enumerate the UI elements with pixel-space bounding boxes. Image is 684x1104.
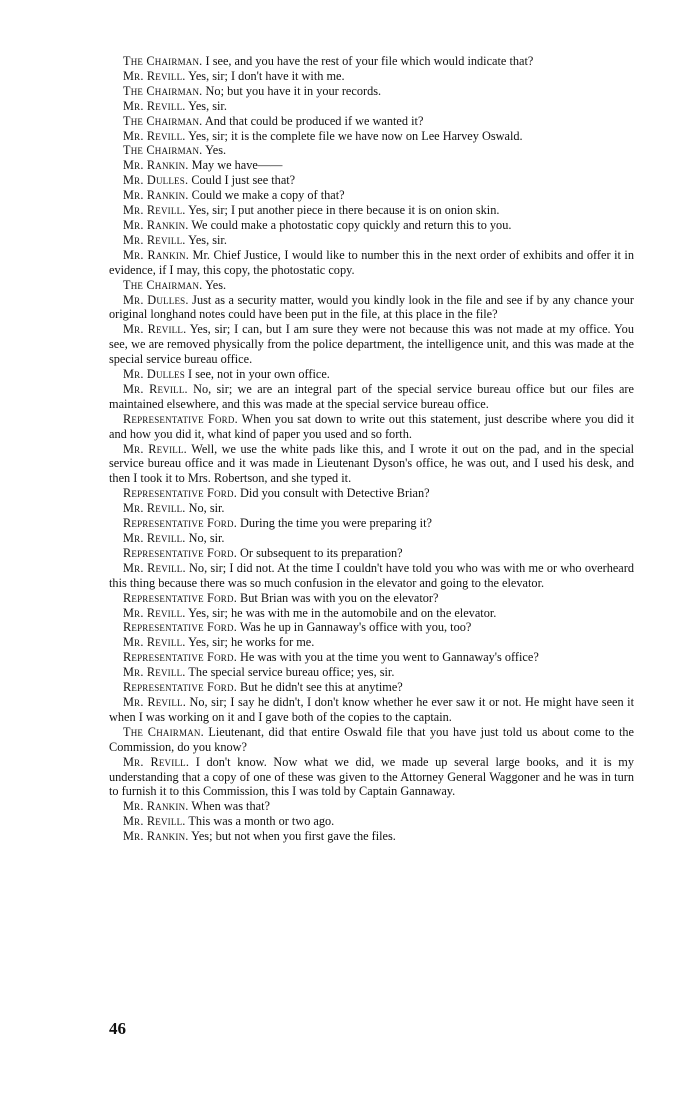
statement-text: I don't know. Now what we did, we made up several large books, and it is my understanding that a copy of one of these was given to the Attorney General Waggoner and he was in turn to furnish it to this Commission, this I was told by Captain Gannaway. xyxy=(109,754,634,799)
speaker-name: Representative Ford. xyxy=(123,590,237,605)
statement-text: Well, we use the white pads like this, and I wrote it out on the pad, and in the special service bureau office and it was made in Lieutenant Dyson's office, he was out, and I used his desk, and then I took it to Mrs. Robertson, and she typed it. xyxy=(109,441,634,486)
statement-text: He was with you at the time you went to Gannaway's office? xyxy=(236,650,539,665)
statement-text: No, sir. xyxy=(185,501,225,516)
speaker-name: Mr. Revill. xyxy=(123,531,186,545)
statement-text: May we have—— xyxy=(188,158,283,173)
statement-text: Yes, sir. xyxy=(185,232,227,247)
testimony-paragraph xyxy=(109,531,634,546)
speaker-name: The Chairman. xyxy=(123,54,203,68)
statement-text: But Brian was with you on the elevator? xyxy=(236,590,439,605)
testimony-paragraph xyxy=(109,203,634,218)
testimony-paragraph xyxy=(109,442,634,487)
speaker-name: The Chairman. xyxy=(123,277,203,292)
statement-text: Yes. xyxy=(202,143,227,158)
testimony-paragraph xyxy=(109,188,634,203)
speaker-name: Mr. Rankin. xyxy=(123,217,189,232)
testimony-paragraph xyxy=(109,680,634,695)
statement-text: This was a month or two ago. xyxy=(185,814,335,829)
speaker-name: Mr. Revill. xyxy=(123,560,186,575)
testimony-paragraph xyxy=(109,486,634,501)
speaker-name: Representative Ford. xyxy=(123,650,237,665)
testimony-paragraph xyxy=(109,501,634,516)
testimony-paragraph xyxy=(109,158,634,173)
statement-text: Yes, sir; he was with me in the automobile and on the elevator. xyxy=(185,605,497,620)
testimony-paragraph xyxy=(109,382,634,412)
speaker-name: Representative Ford. xyxy=(123,516,237,531)
testimony-paragraph xyxy=(109,143,634,158)
speaker-name: Mr. Dulles xyxy=(123,367,185,382)
testimony-paragraph xyxy=(109,412,634,442)
speaker-name: Mr. Revill. xyxy=(123,501,186,516)
speaker-name: Mr. Rankin. xyxy=(123,799,189,814)
testimony-paragraph xyxy=(109,367,634,382)
page-number: 46 xyxy=(109,1019,126,1038)
testimony-paragraph xyxy=(109,248,634,278)
speaker-name: Mr. Rankin. xyxy=(123,829,189,844)
statement-text: When you sat down to write out this statement, just describe where you did it and how you did it, what kind of paper you used and so forth. xyxy=(109,411,634,441)
speaker-name: Mr. Revill. xyxy=(123,694,186,709)
statement-text: When was that? xyxy=(188,799,270,814)
testimony-paragraph xyxy=(109,173,634,188)
statement-text: The special service bureau office; yes, sir. xyxy=(185,665,395,680)
speaker-name: Mr. Revill. xyxy=(123,98,186,113)
speaker-name: The Chairman. xyxy=(123,113,203,128)
speaker-name: Mr. Revill. xyxy=(123,68,186,83)
statement-text: And that could be produced if we wanted it? xyxy=(202,113,424,128)
testimony-paragraph xyxy=(109,322,634,367)
statement-text: Yes; but not when you first gave the files. xyxy=(188,829,396,844)
testimony-paragraph xyxy=(109,129,634,144)
testimony-paragraph xyxy=(109,606,634,621)
speaker-name: Mr. Revill. xyxy=(123,814,186,829)
speaker-name: Mr. Revill. xyxy=(123,635,186,650)
statement-text: Lieutenant, did that entire Oswald file that you have just told us about come to the Commission, do you know? xyxy=(109,724,634,754)
statement-text: No; but you have it in your records. xyxy=(202,83,382,98)
speaker-name: The Chairman. xyxy=(123,83,203,98)
statement-text: No, sir; I say he didn't, I don't know whether he ever saw it or not. He might have seen it when I was working on it and I gave both of the copies to the captain. xyxy=(109,694,634,724)
speaker-name: Mr. Revill. xyxy=(123,232,186,247)
statement-text: Could I just see that? xyxy=(188,173,296,188)
statement-text: Could we make a copy of that? xyxy=(188,188,345,203)
statement-text: Mr. Chief Justice, I would like to number this in the next order of exhibits and offer it in evidence, if I may, this copy, the photostatic copy. xyxy=(109,247,634,277)
speaker-name: Representative Ford. xyxy=(123,486,237,501)
statement-text: Yes, sir. xyxy=(185,98,227,113)
statement-text: I see, and you have the rest of your file which would indicate that? xyxy=(202,54,534,68)
statement-text: Or subsequent to its preparation? xyxy=(236,545,403,560)
speaker-name: The Chairman. xyxy=(123,143,203,158)
speaker-name: Mr. Revill. xyxy=(123,381,188,396)
speaker-name: Mr. Revill. xyxy=(123,605,186,620)
testimony-paragraph xyxy=(109,650,634,665)
speaker-name: The Chairman. xyxy=(123,724,204,739)
testimony-paragraph xyxy=(109,725,634,755)
statement-text: But he didn't see this at anytime? xyxy=(236,680,403,695)
speaker-name: Mr. Revill. xyxy=(123,754,190,769)
testimony-paragraph xyxy=(109,516,634,531)
speaker-name: Representative Ford. xyxy=(123,680,237,695)
testimony-paragraph xyxy=(109,114,634,129)
speaker-name: Mr. Revill. xyxy=(123,665,186,680)
statement-text: Yes. xyxy=(202,277,227,292)
testimony-paragraph xyxy=(109,814,634,829)
speaker-name: Mr. Revill. xyxy=(123,441,187,456)
speaker-name: Mr. Dulles. xyxy=(123,292,189,307)
statement-text: Yes, sir; I can, but I am sure they were not because this was not made at my office. You see, we are removed physically from the police department, the intelligence unit, and this was made at the special service bureau office. xyxy=(109,322,634,367)
statement-text: Did you consult with Detective Brian? xyxy=(236,486,430,501)
testimony-paragraph xyxy=(109,293,634,323)
speaker-name: Mr. Revill. xyxy=(123,322,187,337)
statement-text: Yes, sir; it is the complete file we have now on Lee Harvey Oswald. xyxy=(185,128,523,143)
statement-text: Yes, sir; I don't have it with me. xyxy=(185,68,345,83)
speaker-name: Mr. Dulles. xyxy=(123,173,189,188)
statement-text: Just as a security matter, would you kindly look in the file and see if by any chance your original longhand notes could have been put in the file, at this place in the file? xyxy=(109,292,634,322)
testimony-paragraph xyxy=(109,620,634,635)
speaker-name: Representative Ford. xyxy=(123,620,237,635)
statement-text: No, sir; we are an integral part of the special service bureau office but our files are maintained elsewhere, and this was made at the special service bureau office. xyxy=(109,381,634,411)
testimony-paragraph xyxy=(109,546,634,561)
testimony-paragraph xyxy=(109,99,634,114)
testimony-paragraph xyxy=(109,695,634,725)
testimony-paragraph xyxy=(109,561,634,591)
testimony-text xyxy=(109,54,634,844)
testimony-paragraph xyxy=(109,755,634,800)
speaker-name: Mr. Rankin. xyxy=(123,188,189,203)
statement-text: Was he up in Gannaway's office with you, too? xyxy=(236,620,472,635)
statement-text: We could make a photostatic copy quickly and return this to you. xyxy=(188,217,512,232)
testimony-paragraph xyxy=(109,635,634,650)
testimony-paragraph xyxy=(109,233,634,248)
testimony-paragraph xyxy=(109,69,634,84)
statement-text: I see, not in your own office. xyxy=(184,367,330,382)
speaker-name: Mr. Rankin. xyxy=(123,247,189,262)
speaker-name: Representative Ford. xyxy=(123,411,238,426)
testimony-paragraph xyxy=(109,591,634,606)
testimony-paragraph xyxy=(109,54,634,69)
testimony-paragraph xyxy=(109,665,634,680)
speaker-name: Mr. Revill. xyxy=(123,203,186,218)
testimony-paragraph xyxy=(109,84,634,99)
statement-text: No, sir; I did not. At the time I couldn't have told you who was with me or who overheard this thing because there was so much confusion in the elevator and going to the elevator. xyxy=(109,560,634,590)
statement-text: Yes, sir; I put another piece in there because it is on onion skin. xyxy=(185,203,500,218)
speaker-name: Representative Ford. xyxy=(123,545,237,560)
speaker-name: Mr. Revill. xyxy=(123,128,186,143)
testimony-paragraph xyxy=(109,829,634,844)
statement-text: Yes, sir; he works for me. xyxy=(185,635,315,650)
statement-text: During the time you were preparing it? xyxy=(236,516,432,531)
testimony-paragraph xyxy=(109,799,634,814)
testimony-paragraph xyxy=(109,278,634,293)
statement-text: No, sir. xyxy=(185,531,225,545)
speaker-name: Mr. Rankin. xyxy=(123,158,189,173)
testimony-paragraph xyxy=(109,218,634,233)
